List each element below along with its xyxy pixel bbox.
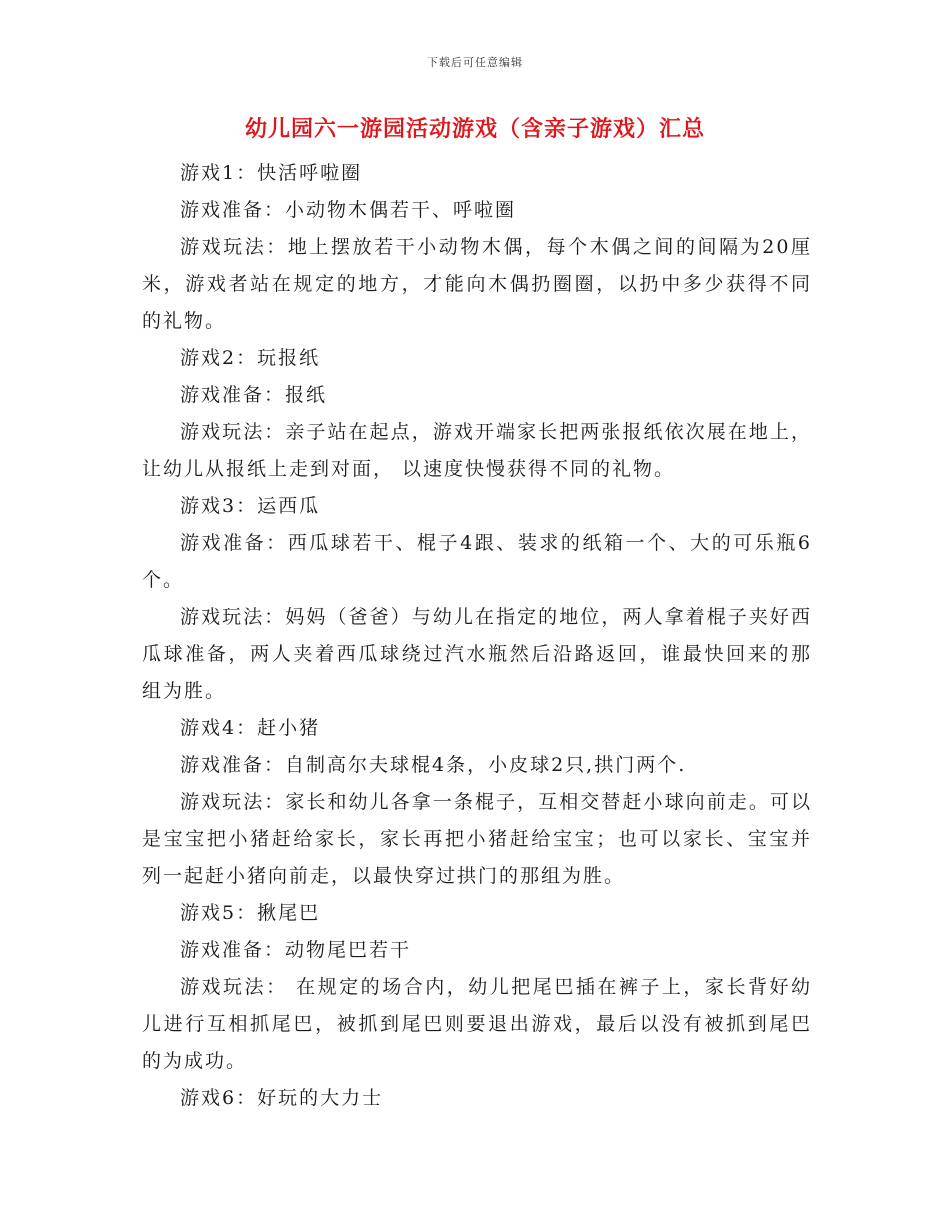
game-3-rules: 游戏玩法：妈妈（爸爸）与幼儿在指定的地位，两人拿着棍子夹好西瓜球准备，两人夹着西瓜球绕过汽水瓶然后沿路返回，谁最快回来的那组为胜。 [142, 606, 812, 702]
game-1-heading: 游戏1：快活呼啦圈 [180, 162, 363, 184]
game-4-preparation: 游戏准备：自制高尔夫球棍4条，小皮球2只,拱门两个. [180, 754, 687, 776]
game-1-rules: 游戏玩法：地上摆放若干小动物木偶，每个木偶之间的间隔为20厘米，游戏者站在规定的地方，才能向木偶扔圈圈，以扔中多少获得不同的礼物。 [142, 236, 812, 332]
game-6-heading: 游戏6：好玩的大力士 [180, 1087, 384, 1109]
document-body [142, 155, 812, 1117]
game-5-preparation: 游戏准备：动物尾巴若干 [180, 939, 412, 961]
document-title: 幼儿园六一游园活动游戏（含亲子游戏）汇总 [244, 116, 705, 142]
game-2-preparation: 游戏准备：报纸 [180, 384, 328, 406]
game-5-heading: 游戏5：揪尾巴 [180, 902, 321, 924]
game-1-preparation: 游戏准备：小动物木偶若干、呼啦圈 [180, 199, 517, 221]
game-4-heading: 游戏4：赶小猪 [180, 717, 321, 739]
game-5-rules: 游戏玩法： 在规定的场合内，幼儿把尾巴插在裤子上，家长背好幼儿进行互相抓尾巴，被抓到尾巴则要退出游戏，最后以没有被抓到尾巴的为成功。 [142, 976, 812, 1072]
game-3-preparation: 游戏准备：西瓜球若干、棍子4跟、装求的纸箱一个、大的可乐瓶6个。 [142, 532, 812, 591]
game-2-rules: 游戏玩法：亲子站在起点，游戏开端家长把两张报纸依次展在地上，让幼儿从报纸上走到对面， 以速度快慢获得不同的礼物。 [142, 421, 812, 480]
game-4-rules: 游戏玩法：家长和幼儿各拿一条棍子，互相交替赶小球向前走。可以是宝宝把小猪赶给家长，家长再把小猪赶给宝宝；也可以家长、宝宝并列一起赶小猪向前走，以最快穿过拱门的那组为胜。 [142, 791, 812, 887]
game-2-heading: 游戏2：玩报纸 [180, 347, 321, 369]
header-note: 下载后可任意编辑 [427, 56, 523, 69]
game-3-heading: 游戏3：运西瓜 [180, 495, 321, 517]
